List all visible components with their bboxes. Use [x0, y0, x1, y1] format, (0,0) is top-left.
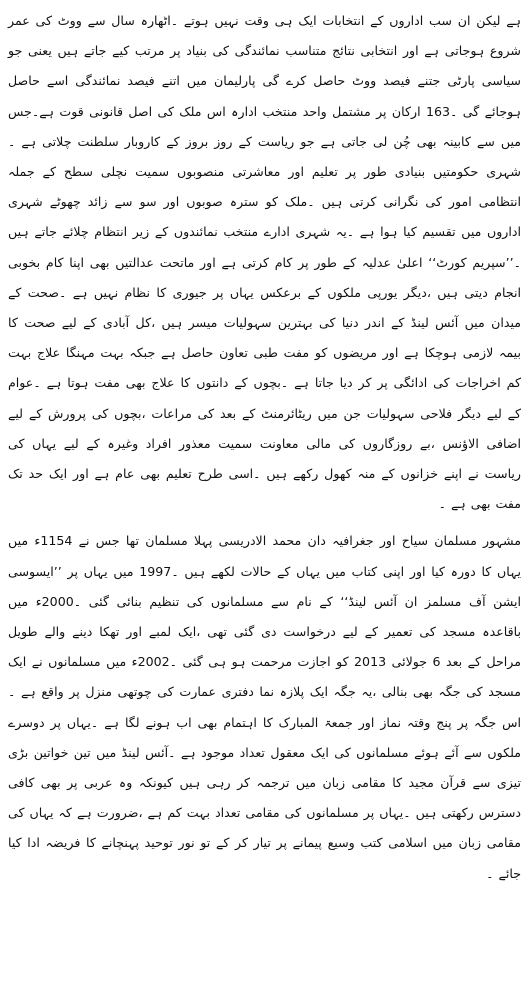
article-paragraph-1: ہے لیکن ان سب اداروں کے انتخابات ایک ہی وقت نہیں ہوتے ۔اٹھارہ سال سے ووٹ کی عمر شروع ہوجاتی ہے اور انتخابی نتائج متناسب نمائندگی کی بنیاد پر مرتب کیے جاتے ہیں یعنی جو سیاسی پارٹی جتنے فیصد ووٹ حاصل کرے گی پارلیمان میں اتنے فیصد نمائندگی اسے حاصل ہوجائے گی ۔163 ارکان پر مشتمل واحد منتخب ادارہ اس ملک کی اصل قانونی قوت ہے۔جس میں سے کابینہ بھی چُن لی جاتی ہے جو ریاست کے روز بروز کے کاروبار سلطنت چلاتی ہے ۔شہری حکومتیں بنیادی طور پر تعلیم اور معاشرتی منصوبوں سمیت نچلی سطح کے جملہ انتظامی امور کی نگرانی کرتی ہیں ۔ملک کو سترہ صوبوں اور سو سے زائد چھوٹے شہری اداروں میں تقسیم کیا ہوا ہے ۔یہ شہری ادارے منتخب نمائندوں کے زیر انتظام چلائے جاتے ہیں ۔’’سپریم کورٹ‘‘ اعلیٰ عدلیہ کے طور پر کام کرتی ہے اور ماتحت عدالتیں بھی اپنا کام بخوبی انجام دیتی ہیں ،دیگر یورپی ملکوں کے برعکس یہاں پر جیوری کا نظام نہیں ہے ۔صحت کے میدان میں آئس لینڈ کے اندر دنیا کی بہترین سہولیات میسر ہیں ،کل آبادی کے لیے صحت کا بیمہ لازمی ہوچکا ہے اور مریضوں کو مفت طبی تعاون حاصل ہے جبکہ بہت مہنگا علاج بہت کم اخراجات کی ادائگی پر کر دیا جاتا ہے ۔بچوں کے دانتوں کا علاج بھی مفت ہوتا ہے ۔عوام کے لیے دیگر فلاحی سہولیات جن میں ریٹائرمنٹ کے بعد کی مراعات ،بچوں کی پرورش کے لیے اضافی الاؤنس ،بے روزگاروں کی مالی معاونت سمیت معذور افراد وغیرہ کے لیے یہاں کی ریاست نے اپنے خزانوں کے منہ کھول رکھے ہیں ۔اسی طرح تعلیم بھی عام ہے اور ایک حد تک مفت بھی ہے ۔ — [8, 13, 521, 512]
article-paragraph-2: مشہور مسلمان سیاح اور جغرافیہ دان محمد الادریسی پہلا مسلمان تھا جس نے 1154ء میں یہاں کا دورہ کیا اور اپنی کتاب میں یہاں کے حالات لکھے ہیں ۔1997 میں یہاں پر ’’ایسوسی ایشن آف مسلمز ان آئس لینڈ‘‘ کے نام سے مسلمانوں کی تنظیم بنائی گئی ۔2000ء میں باقاعدہ مسجد کی تعمیر کے لیے درخواست دی گئی تھی ،ایک لمبے اور تھکا دینے والے طویل مراحل کے بعد 6 جولائی 2013 کو اجازت مرحمت ہو ہی گئی ۔2002ء میں مسلمانوں نے ایک مسجد کی جگہ بھی بنالی ،یہ جگہ ایک پلازہ نما دفتری عمارت کی چوتھی منزل پر واقع ہے ۔اس جگہ پر پنج وقتہ نماز اور جمعۃ المبارک کا اہتمام بھی اب ہونے لگا ہے ۔یہاں پر دوسرے ملکوں سے آئے ہوئے مسلمانوں کی ایک معقول تعداد موجود ہے ۔آئس لینڈ میں تین خواتین بڑی تیزی سے قرآن مجید کا مقامی زبان میں ترجمہ کر رہی ہیں کیونکہ وہ عربی پر بھی کافی دسترس رکھتی ہیں ۔یہاں پر مسلمانوں کی مقامی تعداد بہت کم ہے ،ضرورت ہے کہ یہاں کی مقامی زبان میں اسلامی کتب وسیع پیمانے پر تیار کر کے تو نور توحید پہنچانے کا فریضہ ادا کیا جائے ۔ — [8, 533, 522, 881]
